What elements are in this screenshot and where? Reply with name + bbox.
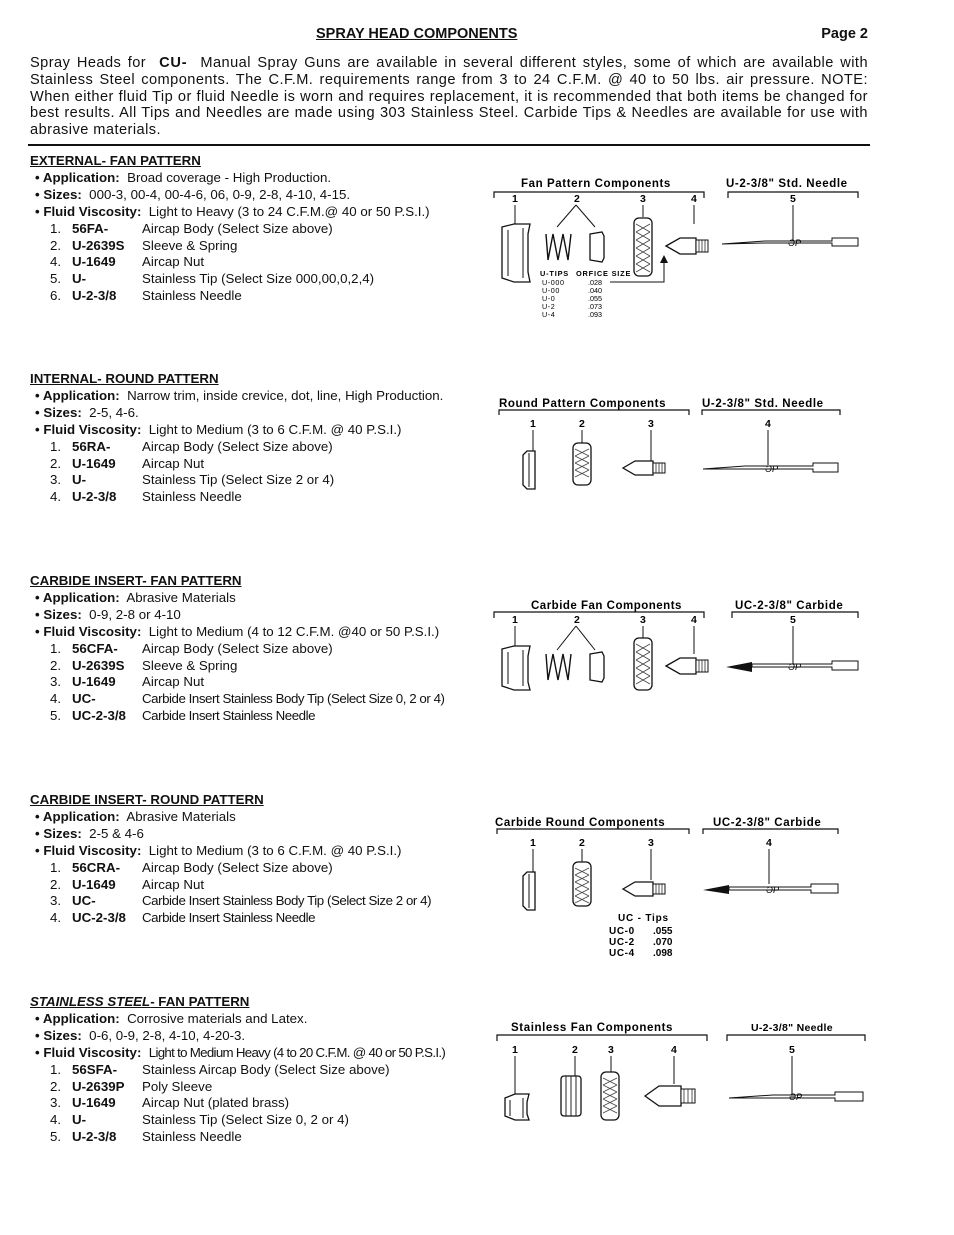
- callout-number: 4: [691, 193, 697, 205]
- intro-text-1: Spray Heads for: [30, 55, 147, 71]
- header-divider: [28, 144, 870, 146]
- page-number: Page 2: [821, 26, 868, 42]
- list-item: 4. UC-2-3/8 Carbide Insert Stainless Needle: [50, 910, 316, 926]
- diagram-title: Fan Pattern Components: [521, 178, 671, 190]
- svg-text:ƏP: ƏP: [765, 464, 779, 474]
- list-item: 5. U-2-3/8 Stainless Needle: [50, 1129, 242, 1145]
- application-line: • Application: Abrasive Materials: [35, 808, 236, 824]
- diagram-title: UC-2-3/8" Carbide: [713, 817, 822, 829]
- application-line: • Application: Corrosive materials and Latex.: [35, 1010, 308, 1026]
- list-item: 3. U-1649 Aircap Nut (plated brass): [50, 1095, 290, 1111]
- callout-number: 5: [790, 614, 796, 626]
- svg-text:.093: .093: [588, 310, 602, 319]
- application-line: • Application: Broad coverage - High Production.: [35, 169, 332, 185]
- svg-text:UC-4: UC-4: [609, 948, 635, 959]
- section-stainless-fan: [30, 994, 500, 1146]
- stainless-fan-diagram: [493, 1016, 870, 1131]
- list-item: 1. 56FA- Aircap Body (Select Size above): [50, 220, 333, 236]
- list-item: 2. U-2639P Poly Sleeve: [50, 1078, 213, 1094]
- list-item: 1. 56CRA- Aircap Body (Select Size above): [50, 859, 333, 875]
- svg-text:UC-0: UC-0: [609, 926, 635, 937]
- diagram-title: U-2-3/8" Std. Needle: [726, 178, 848, 190]
- list-item: 4. UC- Carbide Insert Stainless Body Tip (Select Size 0, 2 or 4): [50, 691, 445, 707]
- tips-header: ORFICE SIZE: [576, 269, 632, 278]
- sizes-line: • Sizes: 2-5 & 4-6: [35, 825, 144, 841]
- diagram-title: Round Pattern Components: [499, 398, 667, 410]
- section-title: CARBIDE INSERT- FAN PATTERN: [30, 573, 242, 588]
- list-item: 1. 56CFA- Aircap Body (Select Size above): [50, 640, 333, 656]
- callout-number: 2: [579, 418, 585, 430]
- viscosity-line: • Fluid Viscosity: Light to Medium (4 to 12 C.F.M. @40 or 50 P.S.I.): [35, 623, 440, 639]
- svg-text:ƏP: ƏP: [788, 238, 802, 248]
- callout-number: 4: [766, 837, 772, 849]
- callout-number: 3: [648, 837, 654, 849]
- svg-text:U-000: U-000: [542, 278, 565, 287]
- diagram-title: Carbide Round Components: [495, 817, 666, 829]
- section-carbide-fan: [30, 573, 490, 725]
- callout-number: 1: [512, 614, 518, 626]
- svg-text:.098: .098: [653, 948, 673, 959]
- list-item: 2. U-2639S Sleeve & Spring: [50, 237, 238, 253]
- callout-number: 3: [648, 418, 654, 430]
- svg-text:ƏP: ƏP: [789, 1092, 803, 1102]
- callout-number: 5: [789, 1044, 795, 1056]
- list-item: 6. U-2-3/8 Stainless Needle: [50, 288, 242, 304]
- diagram-title: U-2-3/8" Std. Needle: [702, 398, 824, 410]
- callout-number: 4: [765, 418, 771, 430]
- tips-header: U-TIPS: [540, 269, 570, 278]
- application-line: • Application: Narrow trim, inside crevice, dot, line, High Production.: [35, 387, 444, 403]
- svg-text:U-0: U-0: [542, 294, 556, 303]
- svg-text:.073: .073: [588, 302, 602, 311]
- section-external-fan: [30, 153, 490, 305]
- list-item: 5. U- Stainless Tip (Select Size 000,00,0,2,4): [50, 271, 375, 287]
- callout-number: 4: [691, 614, 697, 626]
- sizes-line: • Sizes: 0-6, 0-9, 2-8, 4-10, 4-20-3.: [35, 1027, 246, 1043]
- sizes-line: • Sizes: 0-9, 2-8 or 4-10: [35, 606, 181, 622]
- callout-number: 2: [574, 193, 580, 205]
- svg-text:.070: .070: [653, 937, 673, 948]
- fan-pattern-diagram: [490, 172, 870, 322]
- page-header: [30, 26, 868, 44]
- section-internal-round: [30, 371, 490, 506]
- svg-text:.040: .040: [588, 286, 602, 295]
- diagram-title: UC-2-3/8" Carbide: [735, 600, 844, 612]
- list-item: 1. 56RA- Aircap Body (Select Size above): [50, 438, 333, 454]
- svg-text:UC-2: UC-2: [609, 937, 635, 948]
- list-item: 3. U-1649 Aircap Nut: [50, 674, 205, 690]
- list-item: 1. 56SFA- Stainless Aircap Body (Select Size above): [50, 1061, 390, 1077]
- svg-text:.055: .055: [653, 926, 673, 937]
- list-item: 2. U-1649 Aircap Nut: [50, 876, 205, 892]
- list-item: 3. UC- Carbide Insert Stainless Body Tip (Select Size 2 or 4): [50, 893, 432, 909]
- callout-number: 2: [574, 614, 580, 626]
- callout-number: 2: [572, 1044, 578, 1056]
- section-title: INTERNAL- ROUND PATTERN: [30, 371, 219, 386]
- viscosity-line: • Fluid Viscosity: Light to Medium (3 to 6 C.F.M. @ 40 P.S.I.): [35, 421, 402, 437]
- callout-number: 1: [530, 837, 536, 849]
- list-item: 4. U-2-3/8 Stainless Needle: [50, 489, 242, 505]
- svg-text:U-4: U-4: [542, 310, 556, 319]
- intro-text-2: Manual Spray Guns are available in several different styles, some of which are available with Stainless Steel components. The C.F.M. requirements range from 3 to 24 C.F.M. @ 40 to 50 lbs. air pressure. NOTE: When either fluid Tip or fluid Needle is worn and requires replacement, it is recommended that both items be changed for best results. All Tips and Needles are made using 303 Stainless Steel. Carbide Tips & Needles are available for use with abrasive materials.: [30, 55, 869, 139]
- svg-text:.028: .028: [588, 278, 602, 287]
- sizes-line: • Sizes: 2-5, 4-6.: [35, 404, 139, 420]
- callout-number: 3: [640, 614, 646, 626]
- page-title: SPRAY HEAD COMPONENTS: [316, 26, 518, 42]
- diagram-title: U-2-3/8" Needle: [751, 1022, 833, 1034]
- sizes-line: • Sizes: 000-3, 00-4, 00-4-6, 06, 0-9, 2-8, 4-10, 4-15.: [35, 186, 351, 202]
- section-title: CARBIDE INSERT- ROUND PATTERN: [30, 792, 264, 807]
- round-pattern-diagram: [495, 393, 870, 493]
- callout-number: 3: [640, 193, 646, 205]
- carbide-round-diagram: [493, 812, 870, 962]
- callout-number: 4: [671, 1044, 677, 1056]
- section-title: STAINLESS STEEL- FAN PATTERN: [30, 994, 250, 1009]
- list-item: 4. U- Stainless Tip (Select Size 0, 2 or 4): [50, 1112, 349, 1128]
- carbide-fan-diagram: [490, 594, 870, 694]
- callout-number: 2: [579, 837, 585, 849]
- viscosity-line: • Fluid Viscosity: Light to Medium (3 to 6 C.F.M. @ 40 P.S.I.): [35, 842, 402, 858]
- callout-number: 5: [790, 193, 796, 205]
- svg-text:ƏP: ƏP: [766, 885, 780, 895]
- list-item: 2. U-1649 Aircap Nut: [50, 455, 205, 471]
- section-title: EXTERNAL- FAN PATTERN: [30, 153, 201, 168]
- callout-number: 3: [608, 1044, 614, 1056]
- viscosity-line: • Fluid Viscosity: Light to Medium Heavy (4 to 20 C.F.M. @ 40 or 50 P.S.I.): [35, 1044, 446, 1060]
- application-line: • Application: Abrasive Materials: [35, 589, 236, 605]
- list-item: 3. U- Stainless Tip (Select Size 2 or 4): [50, 472, 335, 488]
- section-carbide-round: [30, 792, 490, 927]
- intro-cu: CU-: [159, 55, 188, 71]
- list-item: 5. UC-2-3/8 Carbide Insert Stainless Needle: [50, 708, 316, 724]
- callout-number: 1: [530, 418, 536, 430]
- diagram-title: Stainless Fan Components: [511, 1022, 674, 1034]
- svg-text:U-2: U-2: [542, 302, 556, 311]
- svg-text:.055: .055: [588, 294, 602, 303]
- list-item: 2. U-2639S Sleeve & Spring: [50, 657, 238, 673]
- svg-text:ƏP: ƏP: [788, 662, 802, 672]
- list-item: 4. U-1649 Aircap Nut: [50, 254, 205, 270]
- viscosity-line: • Fluid Viscosity: Light to Heavy (3 to 24 C.F.M.@ 40 or 50 P.S.I.): [35, 203, 430, 219]
- callout-number: 1: [512, 1044, 518, 1056]
- callout-number: 1: [512, 193, 518, 205]
- svg-text:U-00: U-00: [542, 286, 560, 295]
- diagram-title: Carbide Fan Components: [531, 600, 682, 612]
- intro-paragraph: [30, 55, 868, 139]
- tips-header: UC - Tips: [618, 913, 669, 924]
